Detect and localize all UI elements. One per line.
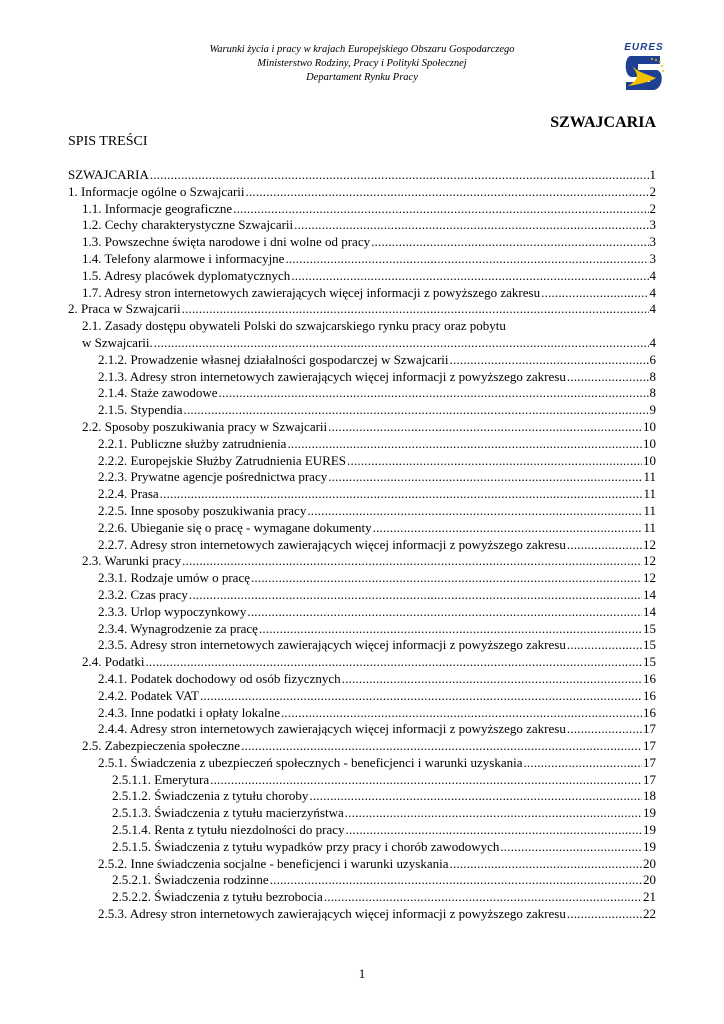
toc-entry[interactable] <box>68 872 656 889</box>
toc-entry-page: 3 <box>649 250 656 266</box>
toc-entry-text: 1.4. Telefony alarmowe i informacyjne <box>82 250 285 266</box>
toc-entry[interactable] <box>68 772 656 789</box>
toc-entry-page: 12 <box>643 553 656 569</box>
toc-entry[interactable] <box>68 318 656 335</box>
eures-logo-text: EURES <box>624 42 664 53</box>
toc-entry-page: 17 <box>643 721 656 737</box>
document-header <box>120 43 604 85</box>
toc-entry-page: 16 <box>643 670 656 686</box>
toc-leader-dots <box>145 654 642 671</box>
toc-entry-text: 2.3.4. Wynagrodzenie za pracę <box>98 620 258 636</box>
toc-entry-text: 2.5.3. Adresy stron internetowych zawierających więcej informacji z powyższego zakresu <box>98 906 566 922</box>
toc-entry[interactable] <box>68 604 656 621</box>
toc-entry[interactable] <box>68 637 656 654</box>
toc-entry-page: 11 <box>643 519 656 535</box>
toc-entry-page: 12 <box>643 570 656 586</box>
toc-entry[interactable] <box>68 537 656 554</box>
toc-entry-page: 8 <box>649 368 656 384</box>
toc-entry[interactable] <box>68 654 656 671</box>
toc-entry[interactable] <box>68 889 656 906</box>
toc-entry-text: 2.2. Sposoby poszukiwania pracy w Szwajcarii <box>82 418 328 434</box>
toc-entry-text: 2.2.6. Ubieganie się o pracę - wymagane dokumenty <box>98 519 372 535</box>
toc-leader-dots <box>328 419 642 436</box>
toc-leader-dots <box>241 738 642 755</box>
table-of-contents <box>68 167 656 923</box>
toc-entry-page: 22 <box>643 906 656 922</box>
toc-leader-dots <box>324 889 642 906</box>
toc-leader-dots <box>270 872 642 889</box>
toc-entry[interactable] <box>68 217 656 234</box>
header-line-2: Ministerstwo Rodziny, Pracy i Polityki Społecznej <box>257 58 467 69</box>
toc-leader-dots <box>154 335 649 352</box>
toc-entry[interactable] <box>68 738 656 755</box>
toc-entry-page: 4 <box>649 267 656 283</box>
toc-leader-dots <box>450 352 649 369</box>
toc-entry-page: 18 <box>643 788 656 804</box>
toc-entry-text: 2.4.2. Podatek VAT <box>98 687 199 703</box>
toc-leader-dots <box>294 217 648 234</box>
toc-entry-text: w Szwajcarii. <box>82 334 153 350</box>
toc-entry[interactable] <box>68 251 656 268</box>
toc-entry-text: 2.4. Podatki <box>82 654 145 670</box>
toc-entry-text: SZWAJCARIA <box>68 167 149 182</box>
toc-leader-dots <box>567 369 649 386</box>
toc-entry[interactable] <box>68 553 656 570</box>
toc-leader-dots <box>259 621 642 638</box>
toc-entry-text: 2.5. Zabezpieczenia społeczne <box>82 738 241 754</box>
toc-leader-dots <box>347 453 642 470</box>
toc-leader-dots <box>346 822 642 839</box>
toc-entry-text: 2.1.5. Stypendia <box>98 402 183 418</box>
toc-entry-page: 16 <box>643 704 656 720</box>
toc-entry-text: 2.2.2. Europejskie Służby Zatrudnienia EURES <box>98 452 347 468</box>
toc-entry[interactable] <box>68 301 656 318</box>
country-title: SZWAJCARIA <box>550 114 656 131</box>
toc-entry[interactable] <box>68 570 656 587</box>
toc-leader-dots <box>541 285 648 302</box>
toc-leader-dots <box>219 385 649 402</box>
toc-leader-dots <box>200 688 642 705</box>
toc-entry-page: 20 <box>643 855 656 871</box>
toc-leader-dots <box>567 906 642 923</box>
toc-entry-page: 6 <box>649 351 656 367</box>
toc-entry-page: 17 <box>643 754 656 770</box>
toc-entry-text: 1.2. Cechy charakterystyczne Szwajcarii <box>82 217 294 233</box>
header-line-1: Warunki życia i pracy w krajach Europejskiego Obszaru Gospodarczego <box>209 44 515 55</box>
toc-entry-page: 9 <box>649 402 656 418</box>
toc-entry-text: 2.1.4. Staże zawodowe <box>98 385 218 401</box>
toc-leader-dots <box>246 184 649 201</box>
toc-entry[interactable] <box>68 822 656 839</box>
toc-entry-page: 2 <box>649 183 656 199</box>
toc-leader-dots <box>567 637 642 654</box>
toc-entry-page: 1 <box>649 167 656 182</box>
toc-entry-text: 2.5.2. Inne świadczenia socjalne - beneficjenci i warunki uzyskania <box>98 855 449 871</box>
toc-entry-text: 2.5.1.5. Świadczenia z tytułu wypadków przy pracy i chorób zawodowych <box>112 838 500 854</box>
toc-entry-page: 16 <box>643 687 656 703</box>
toc-leader-dots <box>189 587 642 604</box>
toc-entry[interactable] <box>68 839 656 856</box>
toc-entry-page: 10 <box>643 452 656 468</box>
toc-entry[interactable] <box>68 906 656 923</box>
toc-leader-dots <box>251 570 642 587</box>
toc-entry[interactable] <box>68 856 656 873</box>
toc-entry[interactable] <box>68 402 656 419</box>
toc-leader-dots <box>182 553 642 570</box>
toc-leader-dots <box>210 772 642 789</box>
toc-entry-text: 2.3. Warunki pracy <box>82 553 182 569</box>
toc-entry-text: 2.1.2. Prowadzenie własnej działalności gospodarczej w Szwajcarii <box>98 351 449 367</box>
toc-leader-dots <box>291 268 648 285</box>
toc-entry-page: 15 <box>643 637 656 653</box>
toc-leader-dots <box>160 486 643 503</box>
toc-entry[interactable] <box>68 621 656 638</box>
toc-entry-text: 2.2.5. Inne sposoby poszukiwania pracy <box>98 502 307 518</box>
toc-entry-text: 2.5.2.2. Świadczenia z tytułu bezrobocia <box>112 889 323 905</box>
toc-leader-dots <box>371 234 648 251</box>
toc-entry-page: 15 <box>643 620 656 636</box>
page-number: 1 <box>358 966 366 981</box>
toc-entry-text: 2.2.4. Prasa <box>98 486 159 502</box>
toc-entry[interactable] <box>68 352 656 369</box>
toc-entry[interactable] <box>68 788 656 805</box>
toc-entry-page: 20 <box>643 872 656 888</box>
toc-entry-page: 19 <box>643 838 656 854</box>
toc-entry-text: 2.4.3. Inne podatki i opłaty lokalne <box>98 704 280 720</box>
toc-leader-dots <box>450 856 643 873</box>
toc-entry[interactable] <box>68 268 656 285</box>
toc-entry-page: 15 <box>643 654 656 670</box>
toc-entry-text: 2.2.1. Publiczne służby zatrudnienia <box>98 435 287 451</box>
toc-entry[interactable] <box>68 335 656 352</box>
toc-entry[interactable] <box>68 721 656 738</box>
toc-leader-dots <box>281 705 642 722</box>
toc-entry-page: 17 <box>643 738 656 754</box>
eures-logo-icon <box>616 40 672 96</box>
toc-entry[interactable] <box>68 167 656 184</box>
toc-leader-dots <box>342 671 642 688</box>
toc-entry[interactable] <box>68 453 656 470</box>
toc-entry-text: 2.2.7. Adresy stron internetowych zawierających więcej informacji z powyższego zakresu <box>98 536 566 552</box>
toc-entry[interactable] <box>68 755 656 772</box>
toc-entry[interactable] <box>68 234 656 251</box>
toc-entry-page: 12 <box>643 536 656 552</box>
toc-entry-text: 2.1.3. Adresy stron internetowych zawierających więcej informacji z powyższego zakresu <box>98 368 566 384</box>
toc-entry-text: 2.5.2.1. Świadczenia rodzinne <box>112 872 269 888</box>
toc-entry-text: 2.4.1. Podatek dochodowy od osób fizycznych <box>98 670 341 686</box>
toc-entry[interactable] <box>68 419 656 436</box>
toc-entry[interactable] <box>68 436 656 453</box>
toc-entry[interactable] <box>68 184 656 201</box>
toc-entry-page: 4 <box>649 301 656 317</box>
toc-entry-text: 2.5.1.1. Emerytura <box>112 771 210 787</box>
toc-entry-page: 10 <box>643 418 656 434</box>
toc-entry-page: 4 <box>649 284 656 300</box>
toc-entry-page: 11 <box>643 486 656 502</box>
toc-leader-dots <box>523 755 642 772</box>
toc-entry[interactable] <box>68 805 656 822</box>
toc-entry-page: 14 <box>643 586 656 602</box>
toc-entry-page: 3 <box>649 234 656 250</box>
toc-entry-text: 1. Informacje ogólne o Szwajcarii <box>68 183 245 199</box>
toc-entry-page: 21 <box>643 889 656 905</box>
toc-entry-page: 8 <box>649 385 656 401</box>
toc-entry[interactable] <box>68 587 656 604</box>
toc-leader-dots <box>233 201 648 218</box>
toc-entry-text: 2.3.2. Czas pracy <box>98 586 188 602</box>
toc-entry-text: 2.3.3. Urlop wypoczynkowy <box>98 603 247 619</box>
toc-entry-text: 2.2.3. Prywatne agencje pośrednictwa pracy <box>98 469 328 485</box>
toc-entry[interactable] <box>68 520 656 537</box>
toc-leader-dots <box>287 436 642 453</box>
toc-leader-dots <box>285 251 648 268</box>
toc-entry-text: 1.7. Adresy stron internetowych zawierających więcej informacji z powyższego zakresu <box>82 284 541 300</box>
toc-entry-page: 4 <box>649 334 656 350</box>
toc-entry-page: 17 <box>643 771 656 787</box>
toc-entry-text: 2.5.1. Świadczenia z ubezpieczeń społecznych - beneficjenci i warunki uzyskania <box>98 754 523 770</box>
toc-leader-dots <box>184 402 649 419</box>
toc-entry-text: 1.5. Adresy placówek dyplomatycznych <box>82 267 291 283</box>
toc-leader-dots <box>567 537 642 554</box>
toc-entry-text: 2.4.4. Adresy stron internetowych zawierających więcej informacji z powyższego zakresu <box>98 721 566 737</box>
toc-entry[interactable] <box>68 503 656 520</box>
toc-entry-page: 19 <box>643 805 656 821</box>
toc-entry[interactable] <box>68 671 656 688</box>
header-line-3: Departament Rynku Pracy <box>306 72 418 83</box>
toc-entry[interactable] <box>68 369 656 386</box>
toc-entry-page: 11 <box>643 469 656 485</box>
toc-leader-dots <box>373 520 643 537</box>
toc-entry-page: 19 <box>643 822 656 838</box>
eures-logo <box>616 40 672 96</box>
toc-entry-page: 2 <box>649 200 656 216</box>
toc-entry-text: 2.5.1.2. Świadczenia z tytułu choroby <box>112 788 309 804</box>
toc-entry[interactable] <box>68 285 656 302</box>
toc-entry[interactable] <box>68 201 656 218</box>
toc-entry[interactable] <box>68 688 656 705</box>
toc-leader-dots <box>182 301 649 318</box>
toc-entry-text: 2.5.1.3. Świadczenia z tytułu macierzyństwa <box>112 805 344 821</box>
toc-entry-text: 2.1. Zasady dostępu obywateli Polski do szwajcarskiego rynku pracy oraz pobytu <box>82 318 506 334</box>
toc-entry-page: 3 <box>649 217 656 233</box>
toc-entry-text: 2.5.1.4. Renta z tytułu niezdolności do pracy <box>112 822 345 838</box>
toc-leader-dots <box>309 788 642 805</box>
toc-leader-dots <box>307 503 642 520</box>
toc-entry-text: 2.3.1. Rodzaje umów o pracę <box>98 570 250 586</box>
toc-entry-text: 1.1. Informacje geograficzne <box>82 200 233 216</box>
toc-entry-page: 10 <box>643 435 656 451</box>
toc-entry[interactable] <box>68 385 656 402</box>
toc-entry-text: 2.3.5. Adresy stron internetowych zawierających więcej informacji z powyższego zakresu <box>98 637 566 653</box>
toc-entry-page: 14 <box>643 603 656 619</box>
toc-leader-dots <box>150 167 649 184</box>
toc-leader-dots <box>328 469 642 486</box>
toc-entry-text: 1.3. Powszechne święta narodowe i dni wolne od pracy <box>82 234 371 250</box>
toc-leader-dots <box>247 604 642 621</box>
toc-entry[interactable] <box>68 469 656 486</box>
toc-leader-dots <box>345 805 642 822</box>
toc-entry-page: 11 <box>643 502 656 518</box>
toc-leader-dots <box>567 721 642 738</box>
toc-heading: SPIS TREŚCI <box>68 134 148 149</box>
toc-leader-dots <box>500 839 642 856</box>
toc-entry-text: 2. Praca w Szwajcarii <box>68 301 181 317</box>
toc-entry[interactable] <box>68 486 656 503</box>
toc-entry[interactable] <box>68 705 656 722</box>
